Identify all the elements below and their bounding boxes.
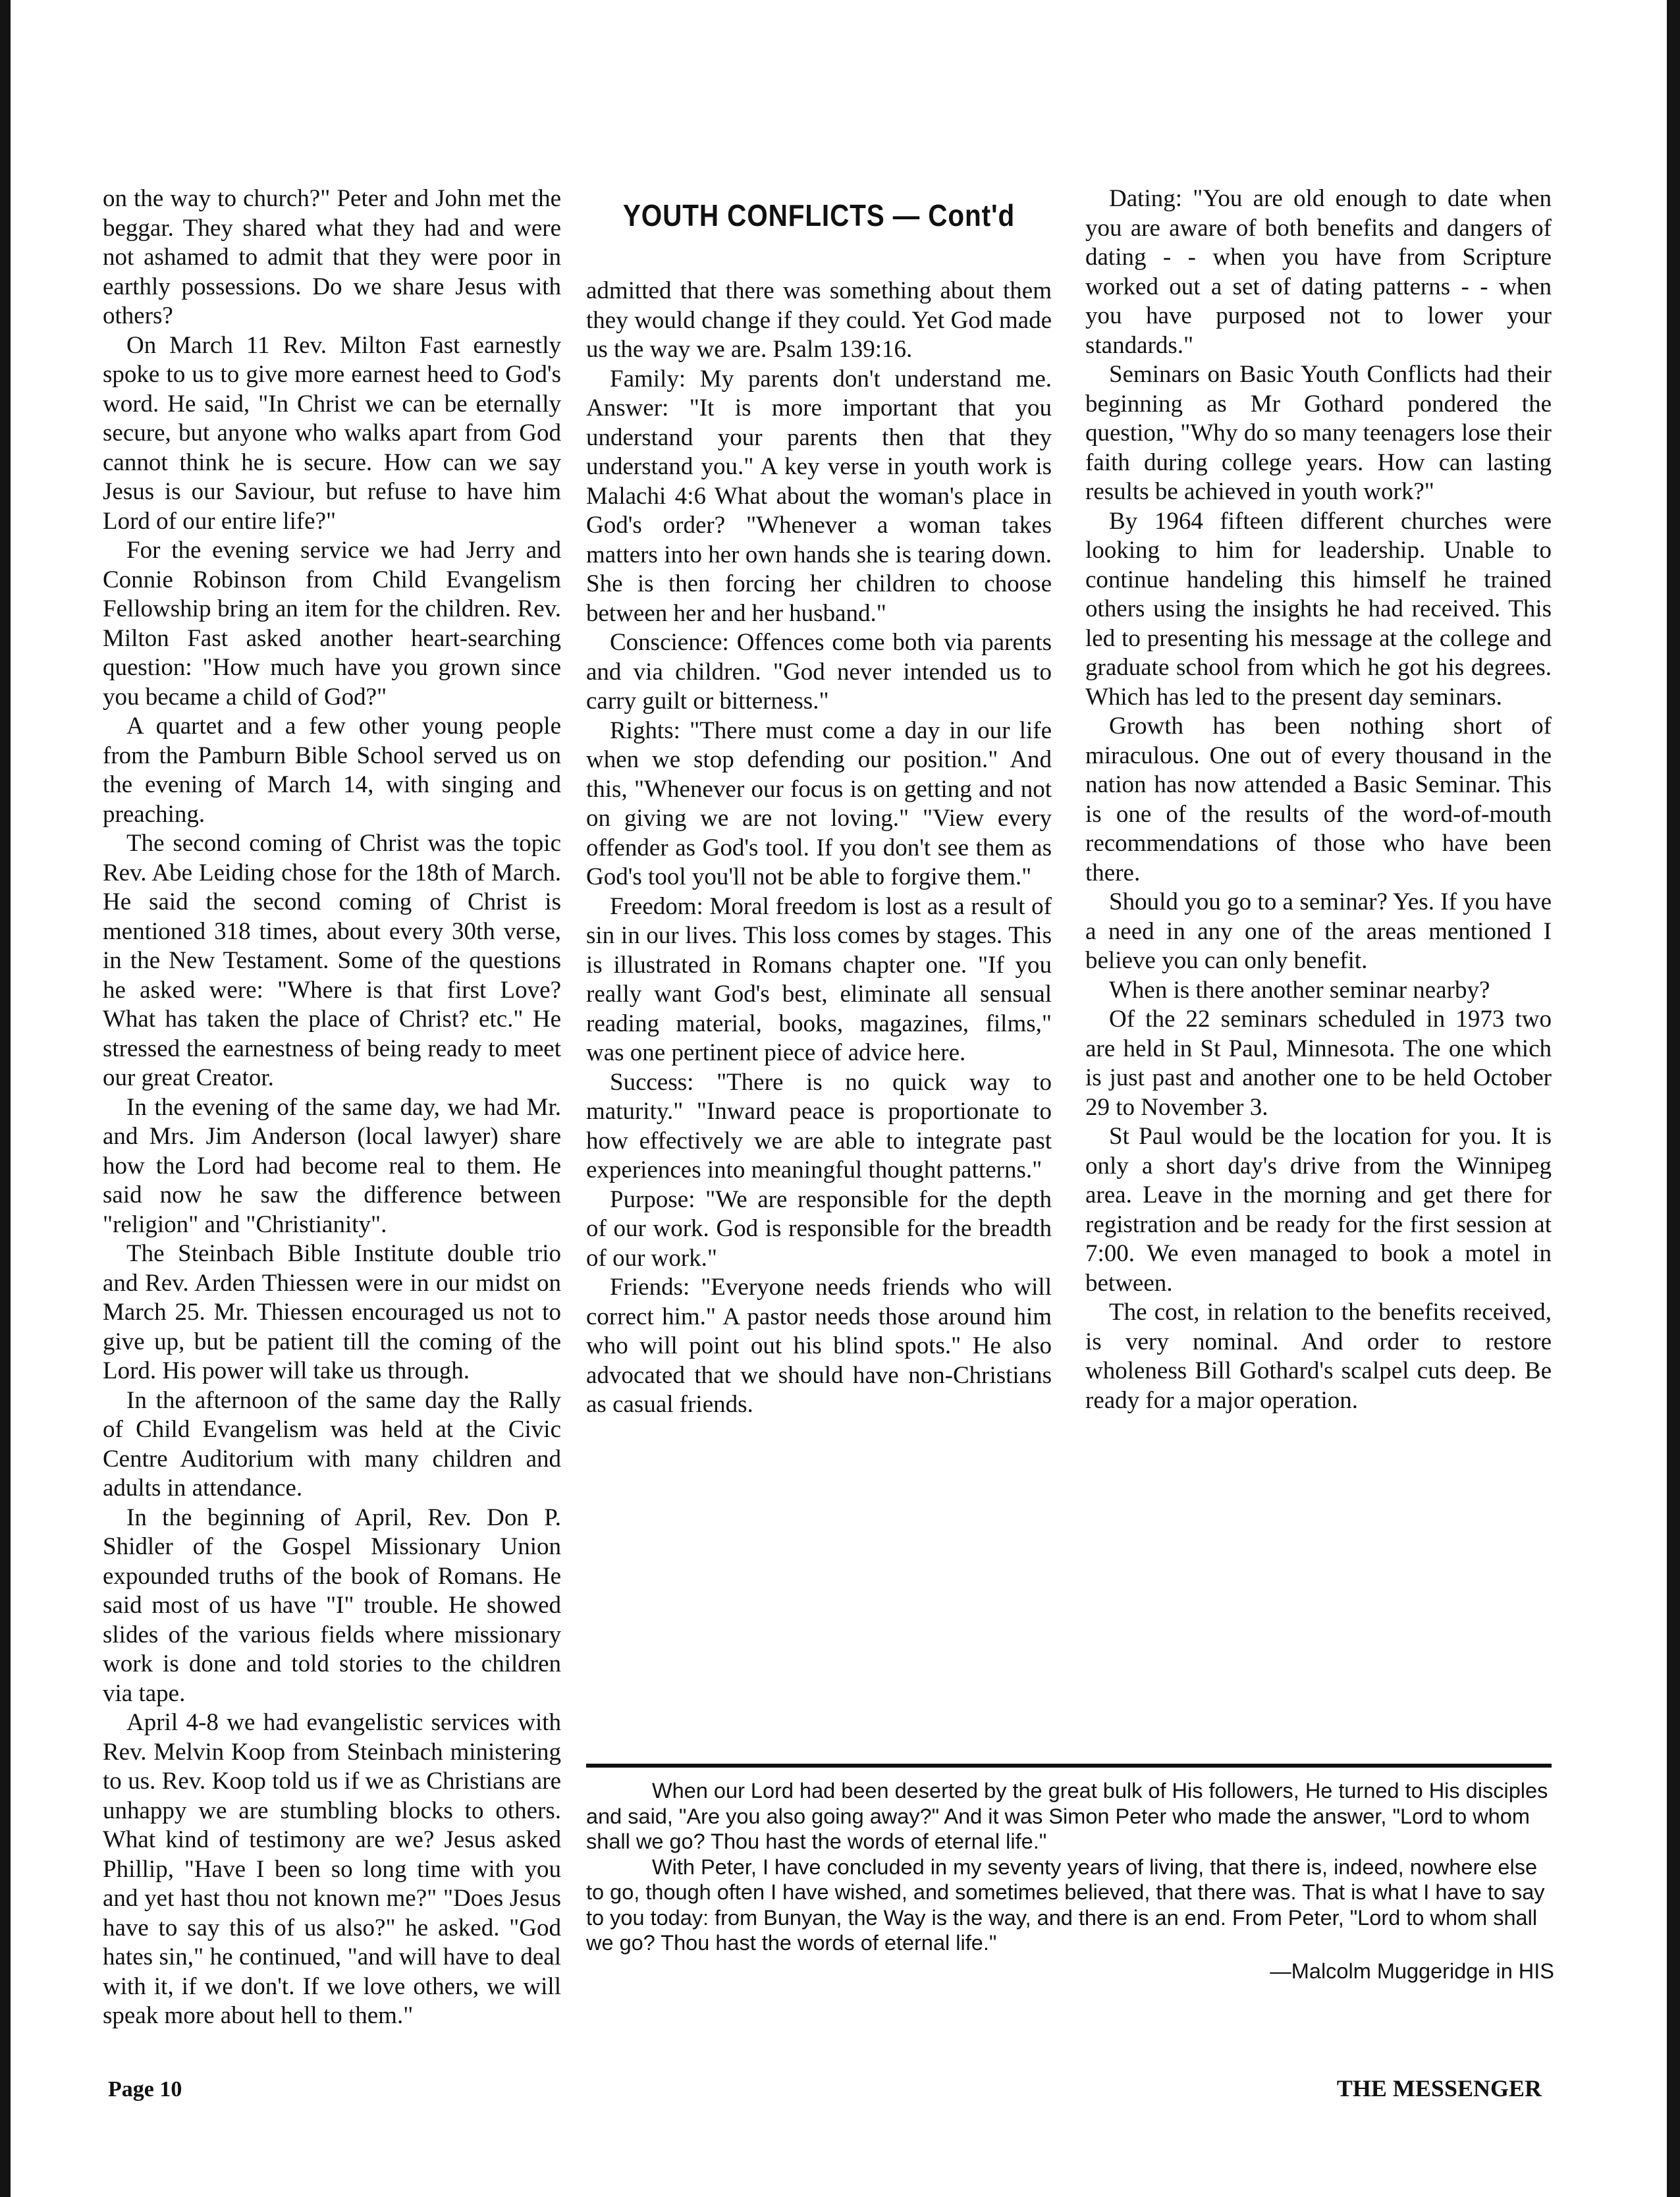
paragraph: Freedom: Moral freedom is lost as a result of sin in our lives. This loss comes by stages. This is illustrated in Romans chapter one. "If you really want God's best, eliminate all sensual reading material, books, magazines, films," was one pertinent piece of advice here. <box>586 892 1052 1066</box>
publication-name: THE MESSENGER <box>1336 2075 1542 2102</box>
paragraph: Rights: "There must come a day in our life when we stop defending our position." And this, "Whenever our focus is on getting and not on giving we are not loving." "View every offender as God's tool. If you don't see them as God's tool you'll not be able to forgive them." <box>586 717 1052 890</box>
article-headline: YOUTH CONFLICTS — Cont'd <box>622 198 1016 232</box>
paragraph: When is there another seminar nearby? <box>1109 976 1490 1004</box>
paragraph: The Steinbach Bible Institute double trio and Rev. Arden Thiessen were in our midst on March 25. Mr. Thiessen encouraged us not to give up, but be patient till the coming of the Lord. His power will take us through. <box>103 1240 561 1384</box>
paragraph: In the beginning of April, Rev. Don P. Shidler of the Gospel Missionary Union expounded truths of the book of Romans. He said most of us have "I" trouble. He showed slides of the various fields where missionary work is done and told stories to the children via tape. <box>103 1504 561 1707</box>
paragraph: Success: "There is no quick way to maturity." "Inward peace is proportionate to how effectively we are able to integrate past experiences into meaningful thought patterns." <box>586 1068 1052 1183</box>
paragraph: The cost, in relation to the benefits received, is very nominal. And order to restore wholeness Bill Gothard's scalpel cuts deep. Be ready for a major operation. <box>1085 1299 1552 1414</box>
paragraph: on the way to church?" Peter and John met the beggar. They shared what they had and were not ashamed to admit that they were poor in earthly possessions. Do we share Jesus with others? <box>103 185 561 329</box>
paragraph: Of the 22 seminars scheduled in 1973 two are held in St Paul, Minnesota. The one which is just past and another one to be held October 29 to November 3. <box>1085 1006 1552 1121</box>
column-2 <box>586 277 1052 1420</box>
paragraph: Seminars on Basic Youth Conflicts had their beginning as Mr Gothard pondered the question, "Why do so many teenagers lose their faith during college years. How can lasting results be achieved in youth work?" <box>1085 361 1552 505</box>
paragraph: Family: My parents don't understand me. Answer: "It is more important that you understand your parents then that they understand you." A key verse in youth work is Malachi 4:6 What about the woman's place in God's order? "Whenever a woman takes matters into her own hands she is tearing down. She is then forcing her children to choose between her and her husband." <box>586 365 1052 627</box>
column-3 <box>1085 184 1552 1415</box>
paragraph: On March 11 Rev. Milton Fast earnestly spoke to us to give more earnest heed to God's word. He said, "In Christ we can be eternally secure, but anyone who walks apart from God cannot think he is secure. How can we say Jesus is our Saviour, but refuse to have him Lord of our entire life?" <box>103 331 561 535</box>
paragraph: Friends: "Everyone needs friends who will correct him." A pastor needs those around him who will point out his blind spots." He also advocated that we should have non-Christians as casual friends. <box>586 1274 1052 1418</box>
paragraph: Dating: "You are old enough to date when you are aware of both benefits and dangers of dating - - when you have from Scripture worked out a set of dating patterns - - when you have purposed not to lower your standards." <box>1085 185 1552 359</box>
paragraph: The second coming of Christ was the topic Rev. Abe Leiding chose for the 18th of March. He said the second coming of Christ is mentioned 318 times, about every 30th verse, in the New Testament. Some of the questions he asked were: "Where is that first Love? What has taken the place of Christ? etc." He stressed the earnestness of being ready to meet our great Creator. <box>103 830 561 1091</box>
paragraph: Should you go to a seminar? Yes. If you have a need in any one of the areas mentioned I believe you can only benefit. <box>1085 888 1552 974</box>
paragraph: By 1964 fifteen different churches were looking to him for leadership. Unable to continue handeling this himself he trained others using the insights he had received. This led to presenting his message at the college and graduate school from which he got his degrees. Which has led to the present day seminars. <box>1085 507 1552 711</box>
paragraph: Conscience: Offences come both via parents and via children. "God never intended us to carry guilt or bitterness." <box>586 629 1052 715</box>
page-number: Page 10 <box>108 2077 182 2102</box>
quote-paragraph: With Peter, I have concluded in my seventy years of living, that there is, indeed, nowhere else to go, though often I have wished, and sometimes believed, that there was. That is what I have to say to you today: from Bunyan, the Way is the way, and there is an end. From Peter, "Lord to whom shall we go? Thou hast the words of eternal life." <box>586 1855 1545 1955</box>
paragraph: Purpose: "We are responsible for the depth of our work. God is responsible for the breadth of our work." <box>586 1185 1052 1272</box>
paragraph: For the evening service we had Jerry and Connie Robinson from Child Evangelism Fellowship bring an item for the children. Rev. Milton Fast asked another heart-searching question: "How much have you grown since you became a child of God?" <box>103 537 561 711</box>
column-1 <box>103 184 561 2031</box>
paragraph: St Paul would be the location for you. It is only a short day's drive from the Winnipeg area. Leave in the morning and get there for registration and be ready for the first session at 7:00. We even managed to book a motel in between. <box>1085 1123 1552 1297</box>
paragraph: Growth has been nothing short of miraculous. One out of every thousand in the nation has now attended a Basic Seminar. This is one of the results of the word-of-mouth recommendations of those who have been there. <box>1085 713 1552 886</box>
divider-rule <box>586 1764 1552 1768</box>
paragraph: April 4-8 we had evangelistic services with Rev. Melvin Koop from Steinbach ministering to us. Rev. Koop told us if we as Christians are unhappy we are stumbling blocks to others. What kind of testimony are we? Jesus asked Phillip, "Have I been so long time with you and yet hast thou not known me?" "Does Jesus have to say this of us also?" he asked. "God hates sin," he continued, "and will have to deal with it, if we don't. If we love others, we will speak more about hell to them." <box>103 1709 561 2029</box>
paragraph: In the evening of the same day, we had Mr. and Mrs. Jim Anderson (local lawyer) share how the Lord had become real to them. He said now he saw the difference between "religion" and "Christianity". <box>103 1093 561 1238</box>
paragraph: admitted that there was something about them they would change if they could. Yet God made us the way we are. Psalm 139:16. <box>586 277 1052 363</box>
quote-attribution: —Malcolm Muggeridge in HIS <box>1270 1959 1554 1983</box>
quote-box <box>586 1778 1554 1984</box>
paragraph: In the afternoon of the same day the Rally of Child Evangelism was held at the Civic Centre Auditorium with many children and adults in attendance. <box>103 1386 561 1502</box>
quote-paragraph: When our Lord had been deserted by the great bulk of His followers, He turned to His disciples and said, "Are you also going away?" And it was Simon Peter who made the answer, "Lord to whom shall we go? Thou hast the words of eternal life." <box>586 1779 1548 1853</box>
paragraph: A quartet and a few other young people from the Pamburn Bible School served us on the evening of March 14, with singing and preaching. <box>103 713 561 828</box>
